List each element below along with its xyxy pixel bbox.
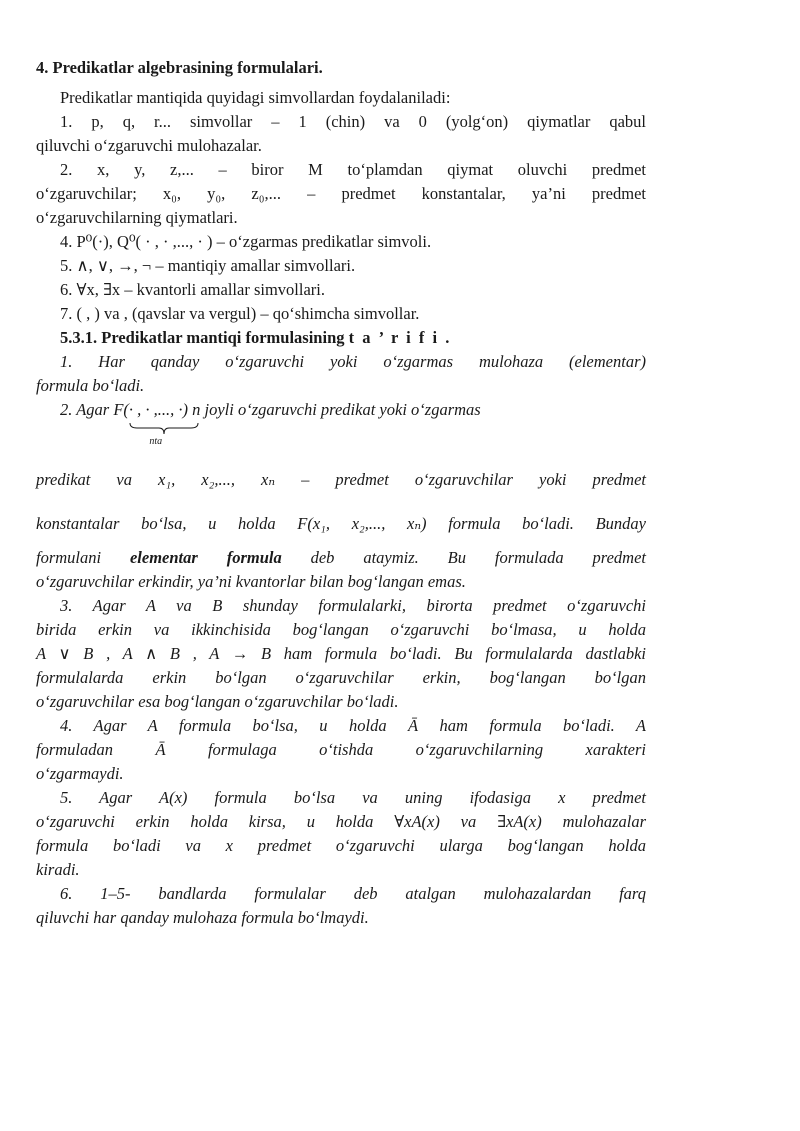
- def-6-line-1: 6. 1–5- bandlarda formulalar deb atalgan mulohazalardan farq: [60, 884, 646, 903]
- def-3-line-5: o‘zgaruvchilar esa bog‘langan o‘zgaruvchilar bo‘ladi.: [36, 692, 399, 711]
- underbrace-label: nta: [149, 436, 163, 447]
- def-3-line-2: birida erkin va ikkinchisida bog‘langan o‘zgaruvchi bo‘lmasa, u holda: [36, 620, 646, 639]
- item-1-line-1: 1. p, q, r... simvollar – 1 (chin) va 0 (yolg‘on) qiymatlar qabul: [60, 112, 646, 131]
- def-6-line-2: qiluvchi har qanday mulohaza formula bo‘lmaydi.: [36, 908, 369, 927]
- def-2-line-4: [36, 546, 646, 570]
- def-2-line-2: predikat va x₁, x₂,..., xₙ – predmet o‘zgaruvchilar yoki predmet: [36, 470, 646, 489]
- underbrace-args: [128, 398, 183, 447]
- def-5-line-3: formula bo‘ladi va x predmet o‘zgaruvchi ularga bog‘langan holda: [36, 836, 646, 855]
- def-2-prefix: 2. Agar F(: [60, 400, 129, 419]
- def-2-line-4-pre: formulani: [36, 548, 130, 567]
- def-5-line-1: 5. Agar A(x) formula bo‘lsa va uning ifodasiga x predmet: [60, 788, 646, 807]
- document-page: [36, 56, 646, 930]
- item-2-line-2: o‘zgaruvchilar; x₀, y₀, z₀,... – predmet konstantalar, ya’ni predmet: [36, 184, 646, 203]
- def-3-line-1: 3. Agar A va B shunday formulalarki, birorta predmet o‘zgaruvchi: [60, 596, 646, 615]
- def-5-line-4: kiradi.: [36, 860, 80, 879]
- subsection-heading-text: 5.3.1. Predikatlar mantiqi formulasining: [60, 328, 349, 347]
- item-1-line-2: qiluvchi o‘zgaruvchi mulohazalar.: [36, 136, 262, 155]
- def-5-line-2: o‘zgaruvchi erkin holda kirsa, u holda ∀xA(x) va ∃xA(x) mulohazalar: [36, 812, 646, 831]
- def-2-suffix: ) n joyli o‘zgaruvchi predikat yoki o‘zgarmas: [182, 400, 481, 419]
- underbrace-icon: [129, 422, 199, 436]
- def-2-line-1: [36, 398, 646, 458]
- item-2-line-3: o‘zgaruvchilarning qiymatlari.: [36, 208, 238, 227]
- def-2-line-4-post: deb ataymiz. Bu formulada predmet: [281, 548, 646, 567]
- def-2-line-5: o‘zgaruvchilar erkindir, ya’ni kvantorlar bilan bog‘langan emas.: [36, 572, 466, 591]
- def-3-line-4: formulalarda erkin bo‘lgan o‘zgaruvchilar erkin, bog‘langan bo‘lgan: [36, 668, 646, 687]
- intro-text: Predikatlar mantiqida quyidagi simvollardan foydalaniladi:: [60, 88, 451, 107]
- def-4-line-2: formuladan Ā formulaga o‘tishda o‘zgaruvchilarning xarakteri: [36, 740, 646, 759]
- subsection-heading-spaced: t a ’ r i f i .: [348, 328, 452, 347]
- def-2-bold-term: elementar formula: [129, 548, 282, 567]
- item-5: 5. ∧, ∨, →, ¬ – mantiqiy amallar simvollari.: [60, 256, 356, 275]
- item-2-line-1: 2. x, y, z,... – biror M to‘plamdan qiymat oluvchi predmet: [60, 160, 646, 179]
- def-2-line-3: konstantalar bo‘lsa, u holda F(x₁, x₂,..., xₙ) formula bo‘ladi. Bunday: [36, 514, 646, 533]
- def-3-line-3: A ∨ B , A ∧ B , A → B ham formula bo‘ladi. Bu formulalarda dastlabki: [36, 644, 646, 663]
- def-4-line-1: 4. Agar A formula bo‘lsa, u holda Ā ham formula bo‘ladi. A: [60, 716, 646, 735]
- item-7: 7. ( , ) va , (qavslar va vergul) – qo‘shimcha simvollar.: [60, 304, 420, 323]
- def-4-line-3: o‘zgarmaydi.: [36, 764, 124, 783]
- def-1-line-1: 1. Har qanday o‘zgaruvchi yoki o‘zgarmas mulohaza (elementar): [60, 352, 646, 371]
- subsection-heading: [36, 326, 646, 350]
- section-heading: 4. Predikatlar algebrasining formulalari.: [36, 58, 323, 77]
- item-4: 4. P⁰(·), Q⁰( · , · ,..., · ) – o‘zgarmas predikatlar simvoli.: [60, 232, 432, 251]
- item-6: 6. ∀x, ∃x – kvantorli amallar simvollari.: [60, 280, 325, 299]
- def-1-line-2: formula bo‘ladi.: [36, 376, 145, 395]
- def-2-args: · , · ,..., ·: [128, 400, 183, 419]
